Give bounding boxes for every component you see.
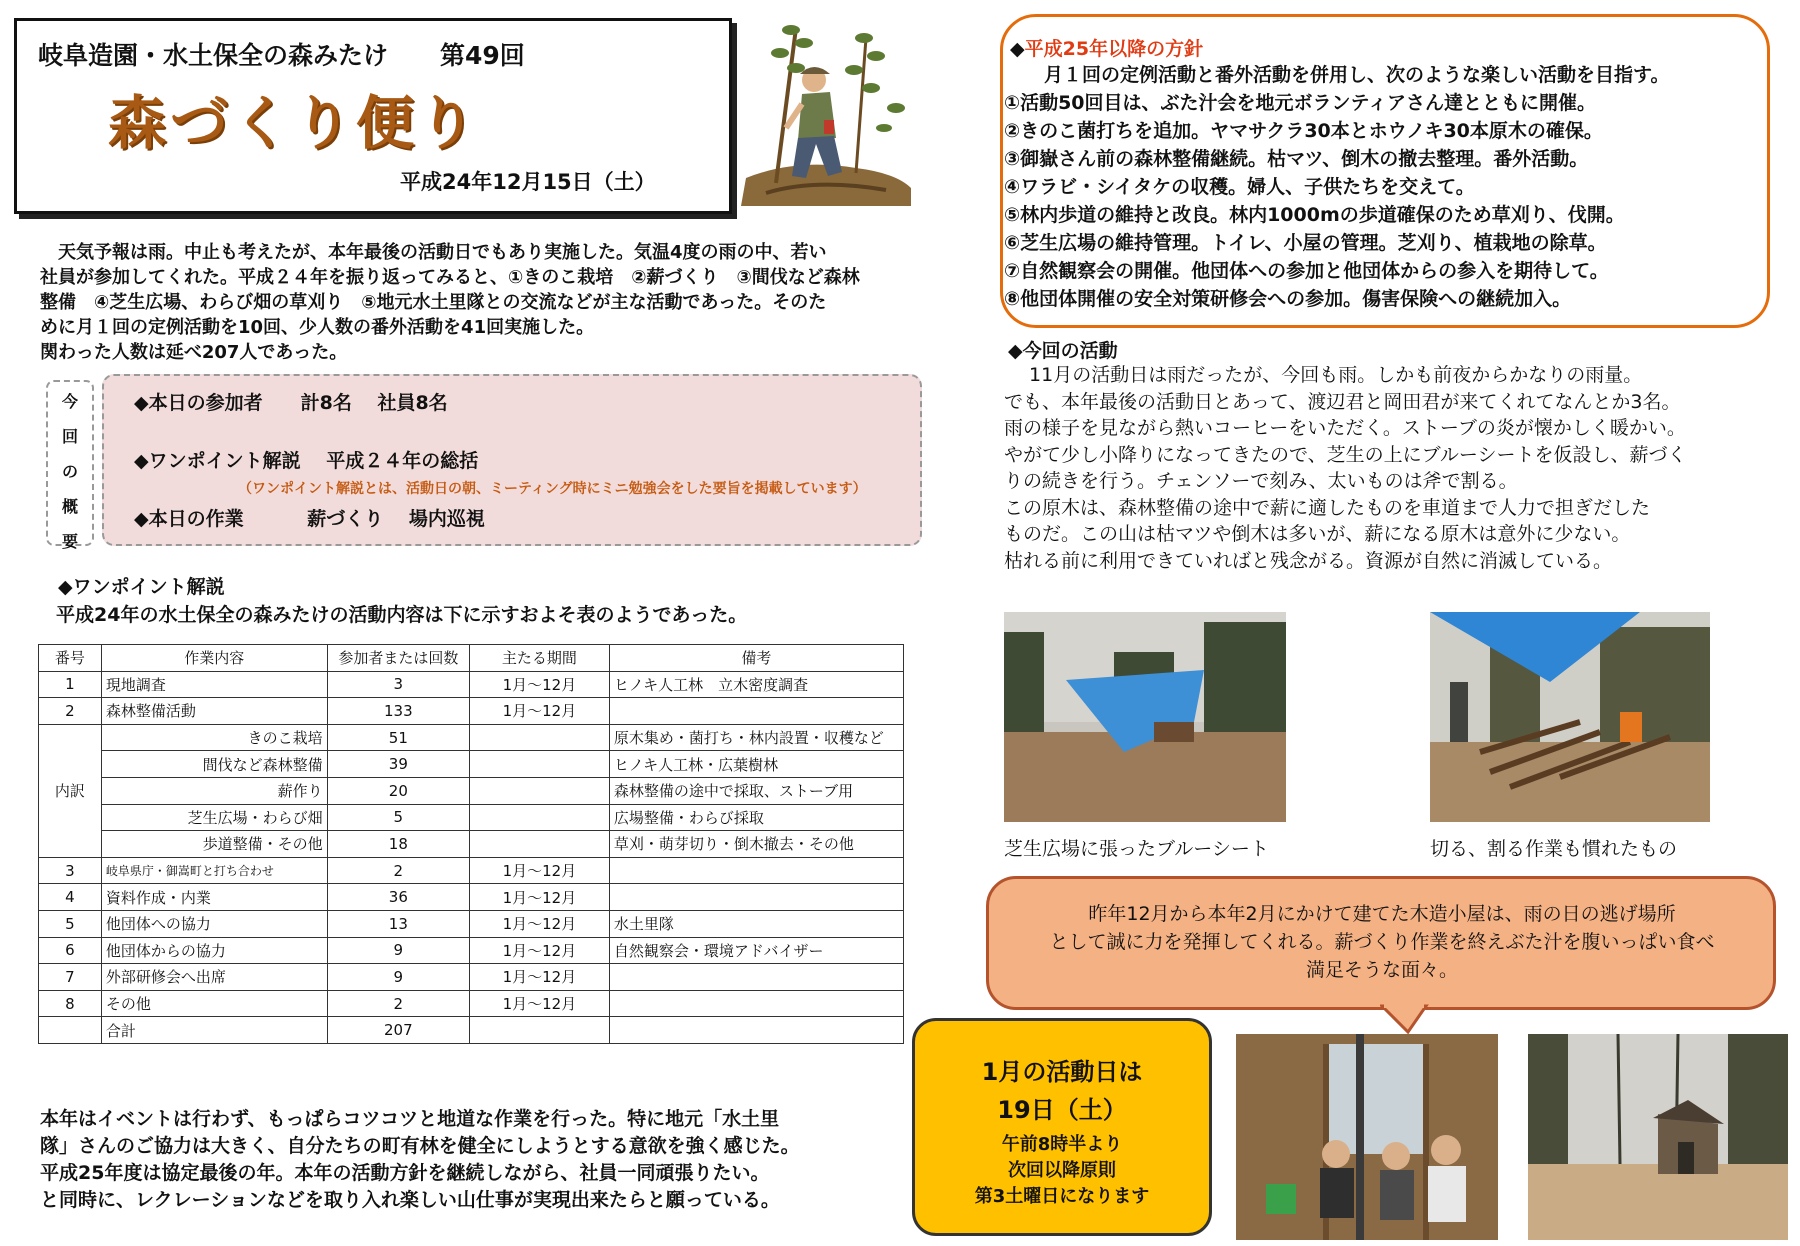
- cell-count: 18: [327, 831, 469, 858]
- cabin-exterior-photo: [1528, 1034, 1788, 1240]
- cell-count: 39: [327, 751, 469, 778]
- gardener-illustration: [736, 8, 914, 206]
- cell-num: [39, 1017, 102, 1044]
- cell-task: 他団体からの協力: [101, 937, 327, 964]
- activity-heading: ◆今回の活動: [1008, 340, 1118, 362]
- cell-count: 133: [327, 698, 469, 725]
- cell-task: 歩道整備・その他: [101, 831, 327, 858]
- cell-note: [609, 698, 903, 725]
- cell-task: 薪作り: [101, 777, 327, 804]
- cell-count: 2: [327, 857, 469, 884]
- table-row: [39, 884, 904, 911]
- activity-table: [38, 644, 904, 1044]
- cell-note: 森林整備の途中で採取、ストーブ用: [609, 777, 903, 804]
- cell-num: 7: [39, 964, 102, 991]
- policy-item: ⑥芝生広場の維持管理。トイレ、小屋の管理。芝刈り、植栽地の除草。: [1004, 232, 1607, 254]
- participants-line: ◆本日の参加者 計8名 社員8名: [134, 392, 448, 414]
- callout-line: 満足そうな面々。: [1305, 959, 1458, 981]
- photo-caption-left: 芝生広場に張ったブルーシート: [1004, 838, 1269, 860]
- cell-period: 1月～12月: [469, 937, 609, 964]
- cell-task: 森林整備活動: [101, 698, 327, 725]
- cell-num: 3: [39, 857, 102, 884]
- blue-sheet-photo: [1004, 612, 1286, 822]
- policy-heading-text: 平成25年以降の方針: [1024, 38, 1204, 60]
- activity-paragraph: [1004, 362, 1774, 574]
- intro-paragraph: [40, 240, 900, 365]
- cell-note: [609, 857, 903, 884]
- table-row: [39, 857, 904, 884]
- table-row: [39, 777, 904, 804]
- activity-line: りの続きを行う。チェンソーで刻み、太いものは斧で割る。: [1004, 470, 1518, 492]
- closing-line: 平成25年度は協定最後の年。本年の活動方針を継続しながら、社員一同頑張りたい。: [40, 1162, 770, 1184]
- cell-count: 3: [327, 671, 469, 698]
- header-cell: 参加者または回数: [327, 645, 469, 672]
- policy-item: ④ワラビ・シイタケの収穫。婦人、子供たちを交えて。: [1004, 176, 1475, 198]
- onepoint-text: 平成24年の水土保全の森みたけの活動内容は下に示すおよそ表のようであった。: [56, 604, 748, 626]
- cell-count: 2: [327, 990, 469, 1017]
- table-row: [39, 698, 904, 725]
- cell-period: 1月～12月: [469, 964, 609, 991]
- cabin-interior-photo: [1236, 1034, 1498, 1240]
- cell-note: [609, 1017, 903, 1044]
- cell-note: 水土里隊: [609, 910, 903, 937]
- photo-caption-right: 切る、割る作業も慣れたもの: [1430, 838, 1678, 860]
- closing-line: 本年はイベントは行わず、もっぱらコツコツと地道な作業を行った。特に地元「水土里: [40, 1108, 780, 1130]
- header-cell: 番号: [39, 645, 102, 672]
- cell-period: 1月～12月: [469, 990, 609, 1017]
- activity-line: やがて少し小降りになってきたので、芝生の上にブルーシートを仮設し、薪づく: [1004, 443, 1687, 466]
- policy-intro: 月１回の定例活動と番外活動を併用し、次のような楽しい活動を目指す。: [1044, 64, 1670, 86]
- table-row: [39, 990, 904, 1017]
- intro-line: 整備 ④芝生広場、わらび畑の草刈り ⑤地元水土里隊との交流などが主な活動であった。そのた: [40, 292, 827, 313]
- policy-item: ⑧他団体開催の安全対策研修会への参加。傷害保険への継続加入。: [1004, 288, 1572, 310]
- cell-period: 1月～12月: [469, 698, 609, 725]
- policy-item: ⑤林内歩道の維持と改良。林内1000mの歩道確保のため草刈り、伐開。: [1004, 204, 1625, 226]
- cell-count: 36: [327, 884, 469, 911]
- policy-item: ②きのこ菌打ちを追加。ヤマサクラ30本とホウノキ30本原木の確保。: [1004, 120, 1603, 142]
- cell-count: 13: [327, 910, 469, 937]
- cell-count: 20: [327, 777, 469, 804]
- onepoint-note: （ワンポイント解説とは、活動日の朝、ミーティング時にミニ勉強会をした要旨を掲載しています）: [238, 481, 867, 497]
- activity-line: 枯れる前に利用できていればと残念がる。資源が自然に消滅している。: [1004, 549, 1613, 572]
- cell-period: 1月～12月: [469, 910, 609, 937]
- cell-period: 1月～12月: [469, 857, 609, 884]
- cell-task: 資料作成・内業: [101, 884, 327, 911]
- onepoint-heading: ◆ワンポイント解説: [58, 576, 225, 598]
- table-row: [39, 831, 904, 858]
- table-row: [39, 910, 904, 937]
- callout-text: [1004, 900, 1760, 984]
- intro-line: 社員が参加してくれた。平成２４年を振り返ってみると、①きのこ栽培 ②薪づくり ③間伐など森林: [40, 267, 860, 288]
- cell-task: きのこ栽培: [101, 724, 327, 751]
- issue-date: 平成24年12月15日（土）: [400, 170, 656, 194]
- table-total-row: [39, 1017, 904, 1044]
- cell-note: 草刈・萌芽切り・倒木撤去・その他: [609, 831, 903, 858]
- cell-task: 芝生広場・わらび畑: [101, 804, 327, 831]
- cell-note: [609, 884, 903, 911]
- activity-line: この原木は、森林整備の途中で薪に適したものを車道まで人力で担ぎだした: [1004, 496, 1651, 519]
- cell-num: 6: [39, 937, 102, 964]
- issue-number: 第49回: [440, 41, 525, 70]
- table-header-row: [39, 645, 904, 672]
- next-date: 19日（土）: [997, 1096, 1127, 1124]
- policy-item: ①活動50回目は、ぶた汁会を地元ボランティアさん達とともに開催。: [1004, 92, 1597, 114]
- cell-num: 5: [39, 910, 102, 937]
- policy-bullet: ◆: [1010, 38, 1025, 60]
- cutting-work-photo: [1430, 612, 1710, 822]
- activity-line: でも、本年最後の活動日とあって、渡辺君と岡田君が来てくれてなんとか3名。: [1004, 390, 1681, 413]
- table-row: [39, 724, 904, 751]
- policy-item: ③御嶽さん前の森林整備継続。枯マツ、倒木の撤去整理。番外活動。: [1004, 148, 1589, 170]
- header-cell: 作業内容: [101, 645, 327, 672]
- cell-task: 現地調査: [101, 671, 327, 698]
- intro-line: 天気予報は雨。中止も考えたが、本年最後の活動日でもあり実施した。気温4度の雨の中、若い: [58, 242, 827, 263]
- side-char: 回: [61, 427, 78, 446]
- cell-count: 9: [327, 964, 469, 991]
- closing-line: 隊」さんのご協力は大きく、自分たちの町有林を健全にしようとする意欲を強く感じた。: [40, 1135, 800, 1157]
- next-rule-1: 次回以降原則: [1008, 1160, 1116, 1181]
- next-rule-2: 第3土曜日になります: [974, 1186, 1150, 1207]
- cell-task: 他団体への協力: [101, 910, 327, 937]
- cell-num: 2: [39, 698, 102, 725]
- side-char: 要: [61, 532, 78, 551]
- cell-note: [609, 964, 903, 991]
- newsletter-title: 森づくり便り: [108, 89, 481, 157]
- cell-num: 4: [39, 884, 102, 911]
- closing-line: と同時に、レクレーションなどを取り入れ楽しい山仕事が実現出来たらと願っている。: [40, 1189, 780, 1211]
- callout-line: として誠に力を発揮してくれる。薪づくり作業を終えぶた汁を腹いっぱい食べ: [1049, 931, 1715, 953]
- total-label: 合計: [101, 1017, 327, 1044]
- callout-tail: [1380, 1004, 1430, 1034]
- cell-period: [469, 751, 609, 778]
- side-char: の: [61, 462, 78, 481]
- activity-line: 11月の活動日は雨だったが、今回も雨。しかも前夜からかなりの雨量。: [1004, 364, 1643, 386]
- cell-task: 岐阜県庁・御嵩町と打ち合わせ: [101, 857, 327, 884]
- table-row: [39, 804, 904, 831]
- intro-line: めに月１回の定例活動を10回、少人数の番外活動を41回実施した。: [40, 317, 595, 338]
- cell-task: その他: [101, 990, 327, 1017]
- overview-box: [102, 374, 922, 546]
- next-time: 午前8時半より: [1001, 1134, 1123, 1155]
- cell-period: [469, 1017, 609, 1044]
- side-char: 今: [61, 392, 78, 411]
- cell-task: 外部研修会へ出席: [101, 964, 327, 991]
- cell-count: 5: [327, 804, 469, 831]
- activity-line: ものだ。この山は枯マツや倒木は多いが、薪になる原木は意外に少ない。: [1004, 523, 1631, 545]
- onepoint-line: ◆ワンポイント解説 平成２４年の総括: [134, 450, 479, 472]
- org-title: 岐阜造園・水土保全の森みたけ: [38, 41, 389, 70]
- table-row: [39, 937, 904, 964]
- header-cell: 主たる期間: [469, 645, 609, 672]
- cell-note: 広場整備・わらび採取: [609, 804, 903, 831]
- cell-note: [609, 990, 903, 1017]
- cell-count: 51: [327, 724, 469, 751]
- intro-line: 関わった人数は延べ207人であった。: [40, 342, 348, 363]
- header-cell: 備考: [609, 645, 903, 672]
- cell-period: 1月～12月: [469, 884, 609, 911]
- cell-num: 8: [39, 990, 102, 1017]
- policy-item: ⑦自然観察会の開催。他団体への参加と他団体からの参入を期待して。: [1004, 260, 1609, 282]
- table-row: [39, 964, 904, 991]
- overview-side-label: [46, 380, 94, 551]
- cell-period: 1月～12月: [469, 671, 609, 698]
- closing-paragraph: [40, 1106, 920, 1214]
- table-row: [39, 671, 904, 698]
- callout-line: 昨年12月から本年2月にかけて建てた木造小屋は、雨の日の逃げ場所: [1088, 903, 1676, 925]
- cell-num: 1: [39, 671, 102, 698]
- cell-note: ヒノキ人工林 立木密度調査: [609, 671, 903, 698]
- cell-period: [469, 777, 609, 804]
- cell-task: 間伐など森林整備: [101, 751, 327, 778]
- cell-period: [469, 831, 609, 858]
- cell-period: [469, 724, 609, 751]
- cell-count: 9: [327, 937, 469, 964]
- cell-period: [469, 804, 609, 831]
- total-count: 207: [327, 1017, 469, 1044]
- policy-heading: [1010, 34, 1203, 61]
- next-title: 1月の活動日は: [981, 1058, 1143, 1086]
- breakdown-label: 内訳: [39, 724, 102, 857]
- cell-note: ヒノキ人工林・広葉樹林: [609, 751, 903, 778]
- activity-line: 雨の様子を見ながら熱いコーヒーをいただく。ストーブの炎が懐かしく暖かい。: [1004, 417, 1686, 439]
- cell-note: 原木集め・菌打ち・林内設置・収穫など: [609, 724, 903, 751]
- work-line: ◆本日の作業 薪づくり 場内巡視: [134, 508, 485, 530]
- side-char: 概: [61, 497, 78, 516]
- cell-note: 自然観察会・環境アドバイザー: [609, 937, 903, 964]
- table-row: [39, 751, 904, 778]
